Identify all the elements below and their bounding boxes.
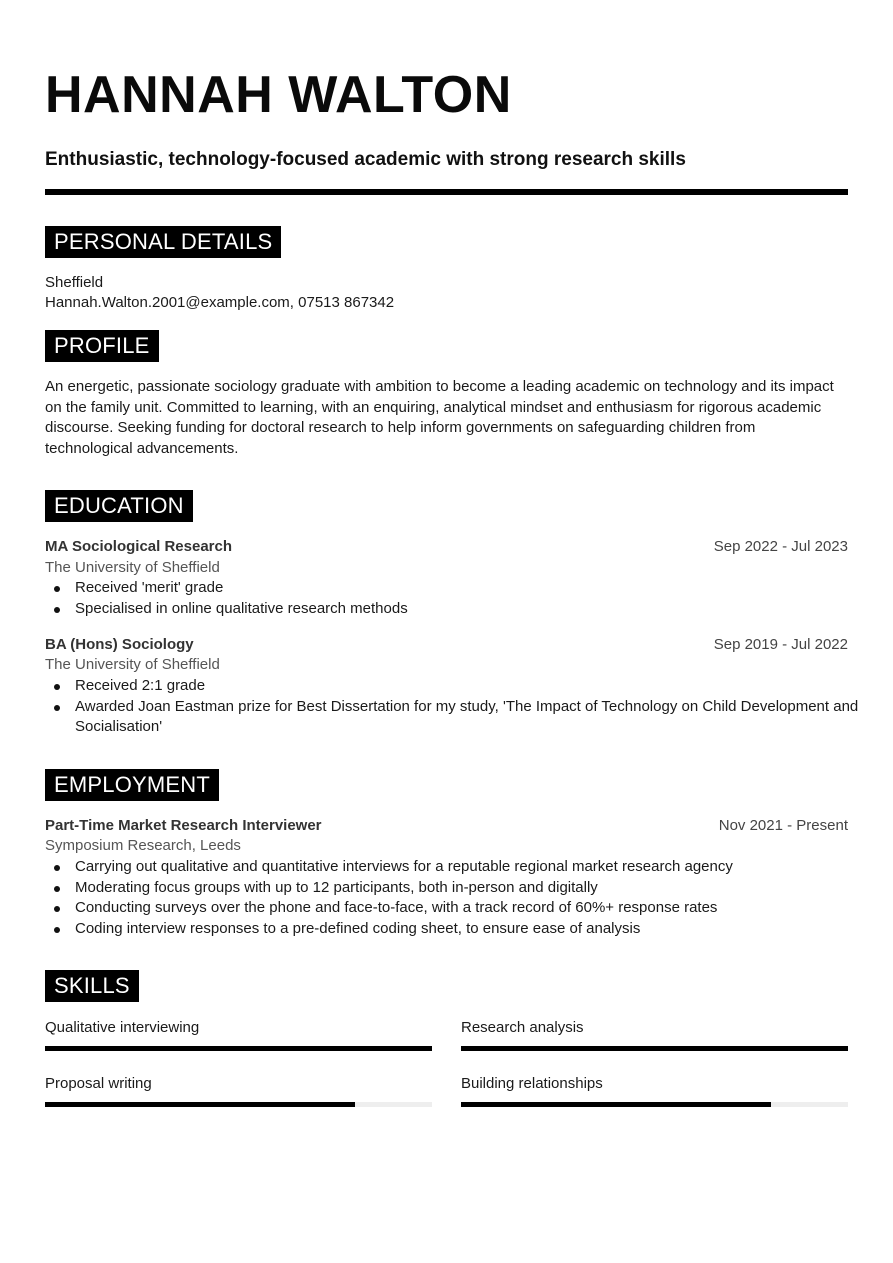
skill-label: Proposal writing	[45, 1075, 152, 1092]
skill-bar-fill	[461, 1102, 771, 1107]
tagline: Enthusiastic, technology-focused academic with strong research skills	[45, 149, 686, 170]
bullet-item: Carrying out qualitative and quantitative interviews for a reputable regional market research agency	[75, 857, 865, 878]
skill-bar-fill	[45, 1102, 355, 1107]
bullet-item: Received 'merit' grade	[75, 578, 865, 599]
entry-dates: Sep 2022 - Jul 2023	[713, 538, 848, 555]
section-heading-education: EDUCATION	[45, 490, 193, 522]
candidate-name: HANNAH WALTON	[45, 66, 512, 124]
profile-text: An energetic, passionate sociology graduate with ambition to become a leading academic on technology and its impact on the family unit. Committed to learning, with an enquiring, analytical mindset and enthusiasm for rigorous academic discourse. Seeking funding for doctoral research to help inform governments on safeguarding children from technological advancements.	[45, 378, 834, 457]
section-heading-skills: SKILLS	[45, 970, 139, 1002]
skill-bar-fill	[461, 1046, 848, 1051]
skill-label: Building relationships	[461, 1075, 603, 1092]
entry-organisation: Symposium Research, Leeds	[45, 837, 241, 854]
header-divider	[45, 189, 848, 195]
section-heading-personal-details: PERSONAL DETAILS	[45, 226, 281, 258]
skill-bar-track	[461, 1046, 848, 1051]
section-heading-profile: PROFILE	[45, 330, 159, 362]
skill-label: Qualitative interviewing	[45, 1019, 200, 1036]
skill-bar-track	[461, 1102, 848, 1107]
section-heading-employment: EMPLOYMENT	[45, 769, 219, 801]
entry-bullets	[45, 857, 865, 939]
entry-title: MA Sociological Research	[45, 538, 233, 555]
entry-bullets	[45, 676, 865, 738]
entry-bullets	[45, 578, 865, 619]
entry-organisation: The University of Sheffield	[45, 559, 220, 576]
skill-bar-track	[45, 1102, 432, 1107]
entry-title: BA (Hons) Sociology	[45, 636, 194, 653]
entry-title: Part-Time Market Research Interviewer	[45, 817, 322, 834]
bullet-item: Coding interview responses to a pre-defined coding sheet, to ensure ease of analysis	[75, 919, 865, 940]
skill-label: Research analysis	[461, 1019, 584, 1036]
entry-organisation: The University of Sheffield	[45, 656, 220, 673]
bullet-item: Conducting surveys over the phone and face-to-face, with a track record of 60%+ response rates	[75, 898, 865, 919]
entry-dates: Sep 2019 - Jul 2022	[713, 636, 848, 653]
location: Sheffield	[45, 274, 104, 291]
bullet-item: Received 2:1 grade	[75, 676, 865, 697]
bullet-item: Awarded Joan Eastman prize for Best Dissertation for my study, 'The Impact of Technology on Child Development and Socialisation'	[75, 697, 865, 738]
skill-bar-track	[45, 1046, 432, 1051]
skill-bar-fill	[45, 1046, 432, 1051]
contact-details: Hannah.Walton.2001@example.com, 07513 867342	[45, 294, 395, 311]
bullet-item: Moderating focus groups with up to 12 participants, both in-person and digitally	[75, 878, 865, 899]
entry-dates: Nov 2021 - Present	[718, 817, 848, 834]
bullet-item: Specialised in online qualitative research methods	[75, 599, 865, 620]
